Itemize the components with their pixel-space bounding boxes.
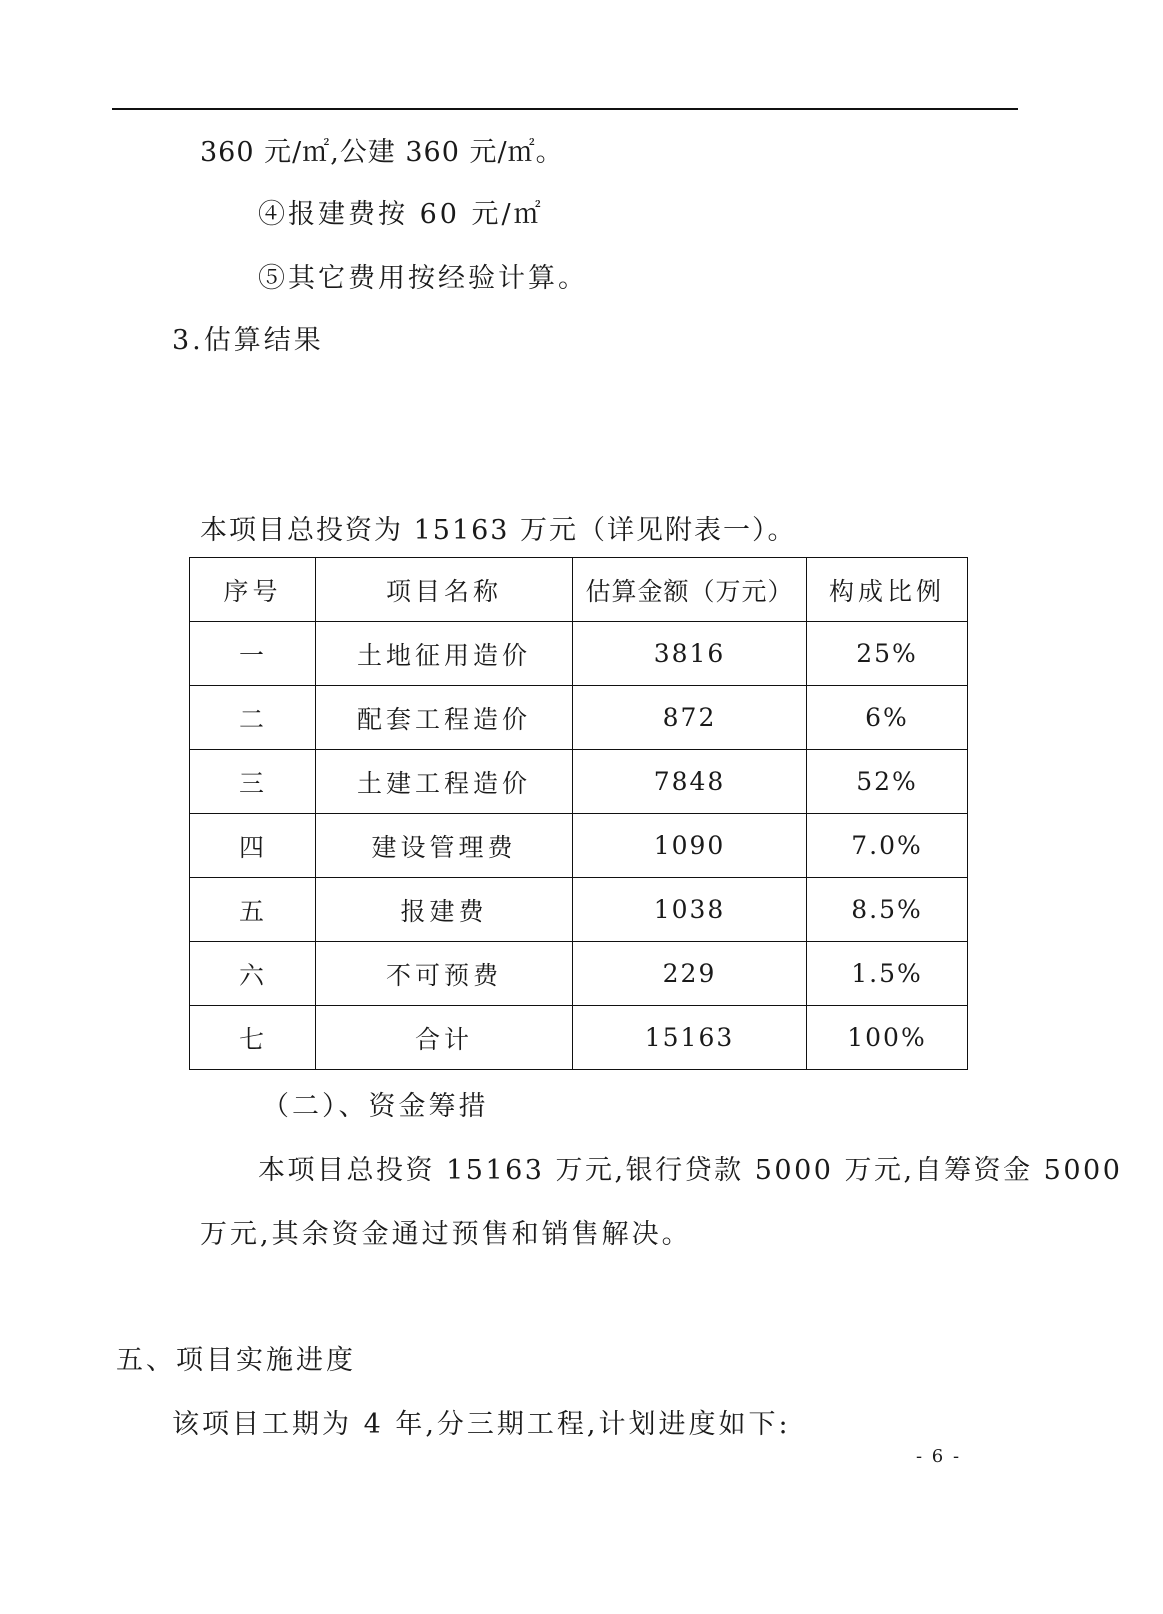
cell-ratio: 1.5%: [807, 942, 968, 1006]
cell-item-name: 土建工程造价: [316, 750, 573, 814]
cell-amount: 229: [573, 942, 807, 1006]
funding-paragraph-line-2: 万元,其余资金通过预售和销售解决。: [200, 1219, 692, 1250]
table-row: [190, 942, 968, 1006]
text-line-fee-rates: 360 元/㎡,公建 360 元/㎡。: [200, 137, 564, 168]
table-row: [190, 750, 968, 814]
header-rule: [112, 108, 1018, 110]
section-heading-funding: （二）、资金筹措: [262, 1091, 489, 1122]
heading-estimate-result: 3.估算结果: [172, 325, 324, 356]
cell-index: 二: [190, 686, 316, 750]
cell-ratio: 52%: [807, 750, 968, 814]
total-investment-sentence: 本项目总投资为 15163 万元（详见附表一）。: [200, 515, 797, 546]
cell-item-name: 建设管理费: [316, 814, 573, 878]
table-header-row: [190, 558, 968, 622]
header-cell-item-name: 项目名称: [316, 558, 573, 622]
cell-ratio: 25%: [807, 622, 968, 686]
cell-index: 七: [190, 1006, 316, 1070]
cell-amount: 7848: [573, 750, 807, 814]
cell-ratio: 7.0%: [807, 814, 968, 878]
header-cell-index: 序号: [190, 558, 316, 622]
cell-index: 六: [190, 942, 316, 1006]
header-cell-amount: 估算金额（万元）: [573, 558, 807, 622]
cell-index: 五: [190, 878, 316, 942]
section-heading-schedule: 五、项目实施进度: [116, 1345, 356, 1376]
cell-item-name: 配套工程造价: [316, 686, 573, 750]
table-row: [190, 622, 968, 686]
cell-amount: 872: [573, 686, 807, 750]
cell-amount: 3816: [573, 622, 807, 686]
cell-ratio: 100%: [807, 1006, 968, 1070]
text-line-other-fees: ⑤其它费用按经验计算。: [258, 263, 588, 294]
text-line-permit-fee: ④报建费按 60 元/㎡: [258, 199, 544, 230]
cell-index: 一: [190, 622, 316, 686]
table-row: [190, 878, 968, 942]
table-row-total: [190, 1006, 968, 1070]
table-row: [190, 814, 968, 878]
cell-index: 四: [190, 814, 316, 878]
cell-item-name: 土地征用造价: [316, 622, 573, 686]
cell-ratio: 8.5%: [807, 878, 968, 942]
table-row: [190, 686, 968, 750]
cell-ratio: 6%: [807, 686, 968, 750]
cell-amount: 1090: [573, 814, 807, 878]
cell-amount: 15163: [573, 1006, 807, 1070]
funding-paragraph-line-1: 本项目总投资 15163 万元,银行贷款 5000 万元,自筹资金 5000: [258, 1155, 1123, 1186]
header-cell-ratio: 构成比例: [807, 558, 968, 622]
cell-item-name: 不可预费: [316, 942, 573, 1006]
schedule-paragraph: 该项目工期为 4 年,分三期工程,计划进度如下:: [172, 1409, 791, 1440]
cell-item-name: 合计: [316, 1006, 573, 1070]
cell-amount: 1038: [573, 878, 807, 942]
cell-item-name: 报建费: [316, 878, 573, 942]
cell-index: 三: [190, 750, 316, 814]
cost-estimate-table: [189, 557, 968, 1070]
page-number: - 6 -: [916, 1446, 962, 1467]
